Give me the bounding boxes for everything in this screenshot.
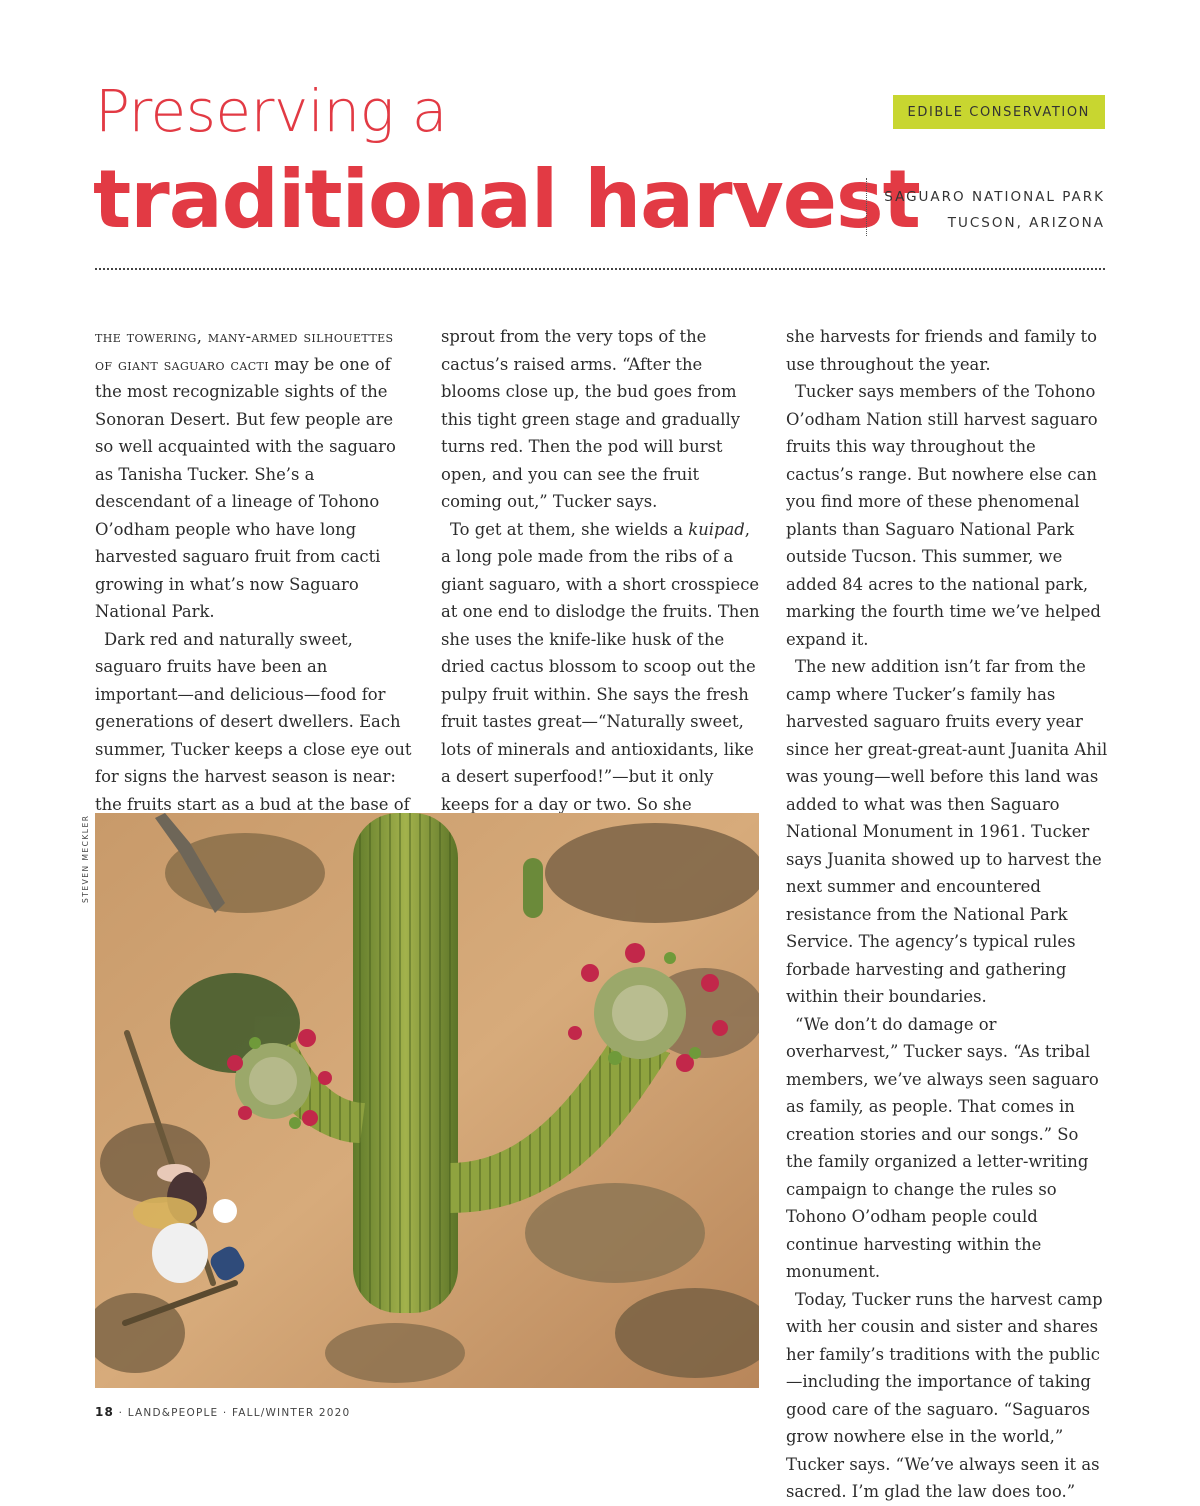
location-city: TUCSON, ARIZONA: [947, 215, 1105, 231]
paragraph: she harvests for friends and family to use throughout the year.: [786, 327, 1097, 374]
paragraph: [95, 323, 413, 626]
page-footer: [95, 1405, 350, 1419]
article-column-3: [786, 323, 1108, 1506]
lead-in: the towering, many-armed silhouettes of giant saguaro cacti: [95, 327, 394, 374]
paragraph: sprout from the very tops of the cactus’s raised arms. “After the blooms close up, the bud goes from this tight green stage and gradually turns red. Then the pod will burst open, and you can see the fruit coming out,” Tucker says.: [441, 327, 741, 511]
location-divider: [866, 178, 867, 236]
paragraph: Dark red and naturally sweet, saguaro fruits have been an important—and delicious—food for generations of desert dwellers. Each summer, Tucker keeps a close eye out for signs the harvest season is near: the fruits start as a bud at the base of: [95, 629, 412, 814]
location: [884, 184, 1105, 236]
paragraph-text: , a long pole made from the ribs of a giant saguaro, with a short crosspiece at one end to dislodge the fruits. Then she uses the knife-like husk of the dried cactus blossom to scoop out the pulpy fruit within. She says the fresh fruit tastes great—“Naturally sweet, lots of minerals and antioxidants, like a desert superfood!”—but it only keeps for a day or two. So she: [441, 519, 760, 814]
publication-info: · LAND&PEOPLE · FALL/WINTER 2020: [114, 1407, 351, 1419]
italic-term: kuipad: [688, 519, 745, 539]
article-column-1: [95, 323, 413, 846]
paragraph: Tucker says members of the Tohono O’odham Nation still harvest saguaro fruits this way throughout the cactus’s range. But nowhere else can you find more of these phenomenal plants than Saguaro National Park outside Tucson. This summer, we added 84 acres to the national park, marking the fourth time we’ve helped expand it.: [786, 382, 1101, 649]
headline-line-2: traditional harvest: [93, 153, 920, 246]
header-rule: [95, 268, 1105, 270]
page-number: 18: [95, 1405, 115, 1419]
paragraph: Today, Tucker runs the harvest camp with her cousin and sister and shares her family’s traditions with the public—including the importance of taking good care of the saguaro. “Saguaros grow nowhere else in the world,” Tucker says. “We’ve always seen it as sacred. I’m glad the law does too.”: [786, 1289, 1103, 1501]
paragraph: “We don’t do damage or overharvest,” Tucker says. “As tribal members, we’ve always seen saguaro as family, as people. That comes in creation stories and our songs.” So the family organized a letter-writing campaign to change the rules so Tohono O’odham people could continue harvesting within the monument.: [786, 1014, 1099, 1281]
paragraph: The new addition isn’t far from the camp where Tucker’s family has harvested saguaro fruits every year since her great-great-aunt Juanita Ahil was young—well before this land was added to what was then Saguaro National Monument in 1961. Tucker says Juanita showed up to harvest the next summer and encountered resistance from the National Park Service. The agency’s typical rules forbade harvesting and gathering within their boundaries.: [786, 657, 1108, 1006]
paragraph-text: may be one of the most recognizable sights of the Sonoran Desert. But few people are so well acquainted with the saguaro as Tanisha Tucker. She’s a descendant of a lineage of Tohono O’odham people who have long harvested saguaro fruit from cacti growing in what’s now Saguaro National Park.: [95, 354, 396, 621]
saguaro-photo: [95, 813, 759, 1388]
paragraph: [441, 516, 763, 846]
headline-line-1: Preserving a: [95, 77, 447, 145]
photo-credit: STEVEN MECKLER: [81, 814, 90, 903]
paragraph-text: To get at them, she wields a: [450, 519, 689, 539]
location-park: SAGUARO NATIONAL PARK: [884, 189, 1105, 205]
section-tag: EDIBLE CONSERVATION: [893, 95, 1105, 129]
article-column-2: [441, 323, 763, 846]
